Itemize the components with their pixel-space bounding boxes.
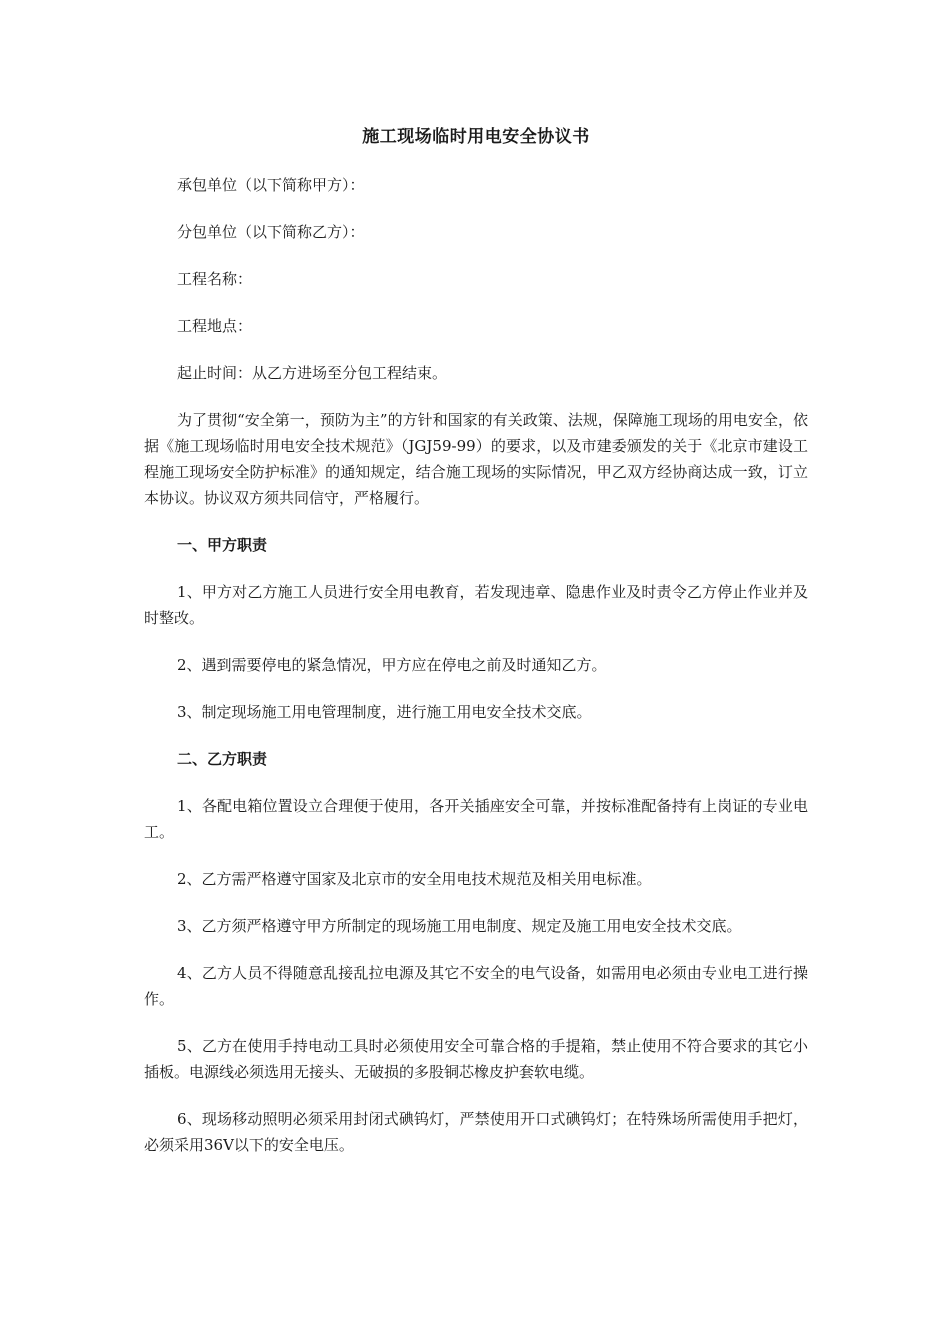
field-contractor: 承包单位（以下简称甲方）： (177, 176, 365, 194)
party-a-duty-2: 2、遇到需要停电的紧急情况，甲方应在停电之前及时通知乙方。 (177, 656, 607, 674)
field-subcontractor: 分包单位（以下简称乙方）： (177, 223, 365, 241)
party-b-duty-6: 6、现场移动照明必须采用封闭式碘钨灯，严禁使用开口式碘钨灯；在特殊场所需使用手把灯，必须采用36V以下的安全电压。 (144, 1110, 808, 1154)
party-a-duty-1: 1、甲方对乙方施工人员进行安全用电教育，若发现违章、隐患作业及时责令乙方停止作业并及时整改。 (144, 583, 808, 627)
field-project-location: 工程地点： (177, 317, 253, 335)
party-b-duty-1: 1、各配电箱位置设立合理便于使用，各开关插座安全可靠，并按标准配备持有上岗证的专业电工。 (144, 797, 808, 841)
document-title: 施工现场临时用电安全协议书 (362, 127, 590, 147)
field-project-name: 工程名称： (177, 270, 253, 288)
party-b-duty-5: 5、乙方在使用手持电动工具时必须使用安全可靠合格的手提箱，禁止使用不符合要求的其它小插板。电源线必须选用无接头、无破损的多股铜芯橡皮护套软电缆。 (144, 1037, 808, 1081)
field-duration: 起止时间：从乙方进场至分包工程结束。 (177, 364, 448, 382)
party-b-duty-4: 4、乙方人员不得随意乱接乱拉电源及其它不安全的电气设备，如需用电必须由专业电工进行操作。 (144, 964, 808, 1008)
document-body (144, 124, 808, 1179)
section-heading-party-a: 一、甲方职责 (177, 536, 268, 554)
section-heading-party-b: 二、乙方职责 (177, 750, 268, 768)
party-a-duty-3: 3、制定现场施工用电管理制度，进行施工用电安全技术交底。 (177, 703, 592, 721)
party-b-duty-3: 3、乙方须严格遵守甲方所制定的现场施工用电制度、规定及施工用电安全技术交底。 (177, 917, 742, 935)
party-b-duty-2: 2、乙方需严格遵守国家及北京市的安全用电技术规范及相关用电标准。 (177, 870, 652, 888)
intro-paragraph: 为了贯彻“安全第一，预防为主”的方针和国家的有关政策、法规，保障施工现场的用电安全，依据《施工现场临时用电安全技术规范》（JGJ59-99）的要求，以及市建委颁发的关于《北京市建设工程施工现场安全防护标准》的通知规定，结合施工现场的实际情况，甲乙双方经协商达成一致，订立本协议。协议双方须共同信守，严格履行。 (144, 411, 808, 507)
